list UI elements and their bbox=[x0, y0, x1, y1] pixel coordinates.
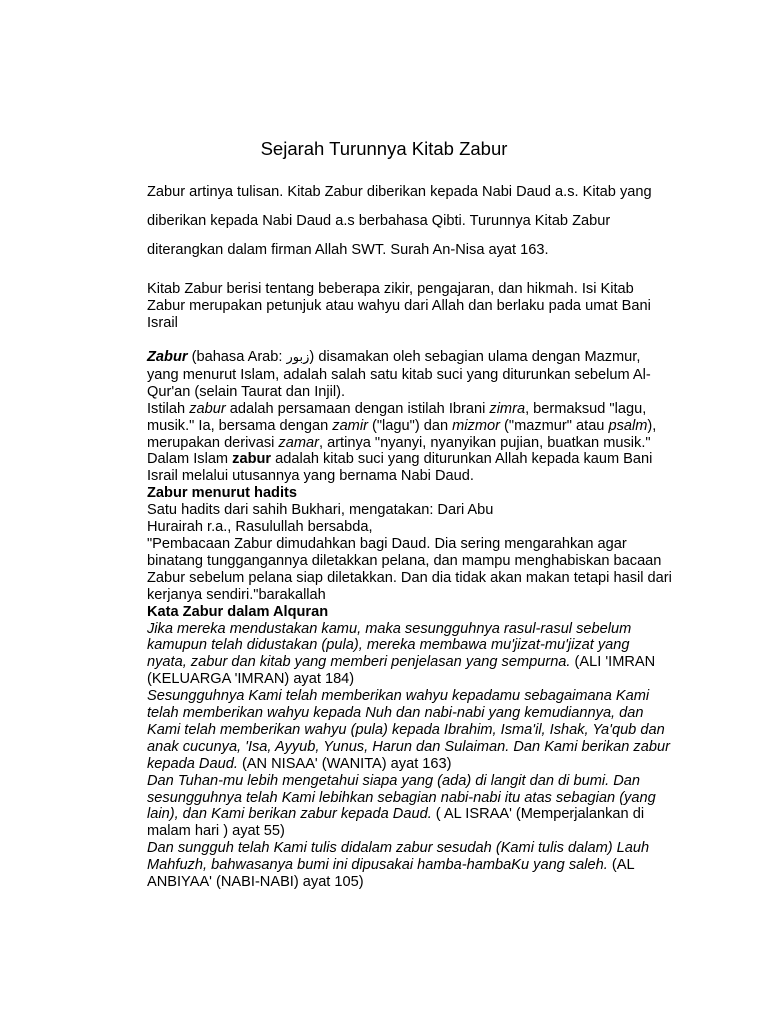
definition-paragraph: Zabur (bahasa Arab: زبور) disamakan oleh sebagian ulama dengan Mazmur, yang menurut Islam, adalah salah satu kitab suci yang diturunkan sebelum Al-Qur'an (selain Taurat dan Injil). bbox=[147, 349, 651, 400]
hadits-heading: Zabur menurut hadits bbox=[147, 485, 297, 502]
arabic-word: زبور bbox=[286, 350, 310, 365]
islam-paragraph: Dalam Islam zabur adalah kitab suci yang diturunkan Allah kepada kaum Bani Israil melalui utusannya yang bernama Nabi Daud. bbox=[147, 451, 653, 485]
quran-verse: Dan sungguh telah Kami tulis didalam zabur sesudah (Kami tulis dalam) Lauh Mahfuzh, bahwasanya bumi ini dipusakai hamba-hambaKu yang saleh. (AL ANBIYAA' (NABI-NABI) ayat 105) bbox=[147, 840, 650, 891]
term-zabur: Zabur bbox=[147, 349, 188, 365]
quran-verse: Sesungguhnya Kami telah memberikan wahyu kepadamu sebagaimana Kami telah memberikan wahyu kepada Nuh dan nabi-nabi yang kemudiannya, dan Kami telah memberikan wahyu (pula) kepada Ibrahim, Isma'il, Ishak, Ya'qub dan anak cucunya, 'Isa, Ayyub, Yunus, Harun dan Sulaiman. Dan Kami berikan zabur kepada Daud. (AN NISAA' (WANITA) ayat 163) bbox=[147, 688, 670, 772]
document-title: Sejarah Turunnya Kitab Zabur bbox=[260, 138, 508, 159]
quran-verse: Jika mereka mendustakan kamu, maka sesungguhnya rasul-rasul sebelum kamupun telah didustakan (pula), mereka membawa mu'jizat-mu'jizat yang nyata, zabur dan kitab yang memberi penjelasan yang sempurna. (ALI 'IMRAN (KELUARGA 'IMRAN) ayat 184) bbox=[147, 620, 656, 688]
istilah-paragraph: Istilah zabur adalah persamaan dengan istilah Ibrani zimra, bermaksud "lagu, musik." Ia, bersama dengan zamir ("lagu") dan mizmor ("mazmur" atau psalm), merupakan derivasi zamar, artinya "nyanyi, nyanyikan pujian, buatkan musik." bbox=[147, 400, 657, 451]
intro-paragraph: Zabur artinya tulisan. Kitab Zabur diberikan kepada Nabi Daud a.s. Kitab yang diberikan kepada Nabi Daud a.s berbahasa Qibti. Turunnya Kitab Zabur diterangkan dalam firman Allah SWT. Surah An-Nisa ayat 163. bbox=[147, 184, 652, 258]
document-body bbox=[147, 178, 672, 891]
quran-heading: Kata Zabur dalam Alquran bbox=[147, 603, 329, 620]
hadits-line: Satu hadits dari sahih Bukhari, mengatakan: Dari Abu bbox=[147, 502, 494, 519]
hadits-line: Hurairah r.a., Rasulullah bersabda, bbox=[147, 519, 373, 536]
quran-verse: Dan Tuhan-mu lebih mengetahui siapa yang (ada) di langit dan di bumi. Dan sesungguhnya telah Kami lebihkan sebagian nabi-nabi itu atas sebagian (yang lain), dan Kami berikan zabur kepada Daud. ( AL ISRAA' (Memperjalankan di malam hari ) ayat 55) bbox=[147, 772, 656, 840]
contents-paragraph: Kitab Zabur berisi tentang beberapa zikir, pengajaran, dan hikmah. Isi Kitab Zabur merupakan petunjuk atau wahyu dari Allah dan berlaku pada umat Bani Israil bbox=[147, 281, 651, 331]
hadits-quote: "Pembacaan Zabur dimudahkan bagi Daud. Dia sering mengarahkan agar binatang tunggangannya diletakkan pelana, dan mampu menghabiskan bacaan Zabur sebelum pelana siap diletakkan. Dan dia tidak akan makan tetapi hasil dari kerjanya sendiri."barakallah bbox=[147, 535, 672, 603]
